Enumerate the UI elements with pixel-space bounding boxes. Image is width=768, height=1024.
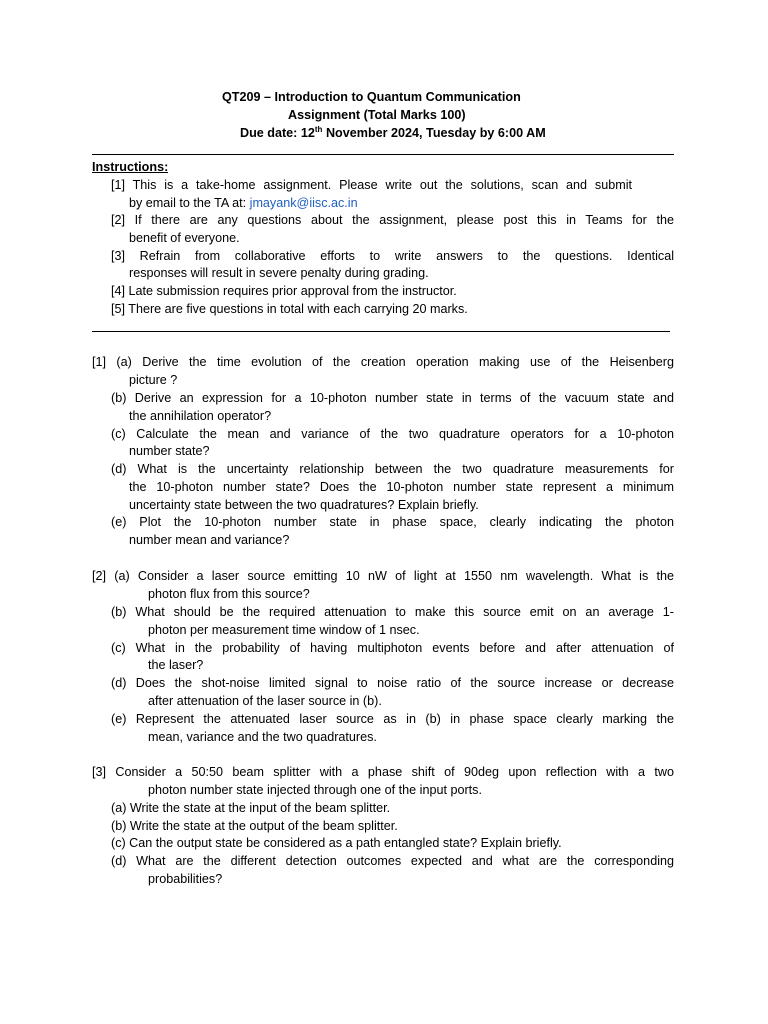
q1b-line-2: the annihilation operator? — [129, 409, 272, 423]
q1d-line-3: uncertainty state between the two quadratures? Explain briefly. — [129, 498, 479, 512]
due-date-sup: th — [314, 124, 323, 134]
q1a-line-2: picture ? — [129, 373, 178, 387]
q1c-line-1: (c) Calculate the mean and variance of the two quadrature operators for a 10-photon — [111, 427, 674, 441]
instruction-1-line-1: [1] This is a take-home assignment. Please write out the solutions, scan and submit — [111, 178, 632, 192]
due-date-suffix: November 2024, Tuesday by 6:00 AM — [322, 126, 546, 140]
q1c-line-2: number state? — [129, 444, 210, 458]
q1b-line-1: (b) Derive an expression for a 10-photon number state in terms of the vacuum state and — [111, 391, 674, 405]
q1e-line-2: number mean and variance? — [129, 533, 290, 547]
q3a: (a) Write the state at the input of the beam splitter. — [111, 801, 391, 815]
q3b: (b) Write the state at the output of the beam splitter. — [111, 819, 398, 833]
q2c-line-2: the laser? — [148, 658, 204, 672]
q3-line-1: [3] Consider a 50:50 beam splitter with a phase shift of 90deg upon reflection with a two — [92, 765, 674, 779]
q2d-line-1: (d) Does the shot-noise limited signal to noise ratio of the source increase or decrease — [111, 676, 674, 690]
q1d-line-2: the 10-photon number state? Does the 10-photon number state represent a minimum — [129, 480, 674, 494]
q2e-line-2: mean, variance and the two quadratures. — [148, 730, 377, 744]
instructions-heading: Instructions: — [92, 160, 169, 174]
q3c: (c) Can the output state be considered as a path entangled state? Explain briefly. — [111, 836, 562, 850]
q3-line-2: photon number state injected through one of the input ports. — [148, 783, 482, 797]
instruction-1-text: by email to the TA at: — [129, 196, 250, 210]
q1e-line-1: (e) Plot the 10-photon number state in phase space, clearly indicating the photon — [111, 515, 674, 529]
q2e-line-1: (e) Represent the attenuated laser source as in (b) in phase space clearly marking the — [111, 712, 674, 726]
q2a-line-1: [2] (a) Consider a laser source emitting 10 nW of light at 1550 nm wavelength. What is the — [92, 569, 674, 583]
bottom-divider — [92, 331, 670, 332]
instruction-4: [4] Late submission requires prior approval from the instructor. — [111, 284, 457, 298]
q2c-line-1: (c) What in the probability of having multiphoton events before and after attenuation of — [111, 641, 674, 655]
q2a-line-2: photon flux from this source? — [148, 587, 310, 601]
instruction-3-line-2: responses will result in severe penalty during grading. — [129, 266, 429, 280]
q2b-line-1: (b) What should be the required attenuation to make this source emit on an average 1- — [111, 605, 674, 619]
top-divider — [92, 154, 674, 155]
due-date-prefix: Due date: 12 — [240, 126, 315, 140]
q3d-line-1: (d) What are the different detection outcomes expected and what are the corresponding — [111, 854, 674, 868]
instruction-3-line-1: [3] Refrain from collaborative efforts to write answers to the questions. Identical — [111, 249, 674, 263]
assignment-title: Assignment (Total Marks 100) — [288, 108, 466, 122]
q1a-line-1: [1] (a) Derive the time evolution of the creation operation making use of the Heisenberg — [92, 355, 674, 369]
instruction-1-line-2 — [129, 195, 358, 211]
ta-email-link[interactable]: jmayank@iisc.ac.in — [249, 196, 358, 210]
q2d-line-2: after attenuation of the laser source in (b). — [148, 694, 382, 708]
instruction-2-line-1: [2] If there are any questions about the assignment, please post this in Teams for the — [111, 213, 674, 227]
q3d-line-2: probabilities? — [148, 872, 223, 886]
q1d-line-1: (d) What is the uncertainty relationship between the two quadrature measurements for — [111, 462, 674, 476]
due-date — [240, 125, 546, 141]
q2b-line-2: photon per measurement time window of 1 nsec. — [148, 623, 420, 637]
course-title: QT209 – Introduction to Quantum Communication — [222, 90, 521, 104]
instruction-5: [5] There are five questions in total with each carrying 20 marks. — [111, 302, 468, 316]
instruction-2-line-2: benefit of everyone. — [129, 231, 240, 245]
